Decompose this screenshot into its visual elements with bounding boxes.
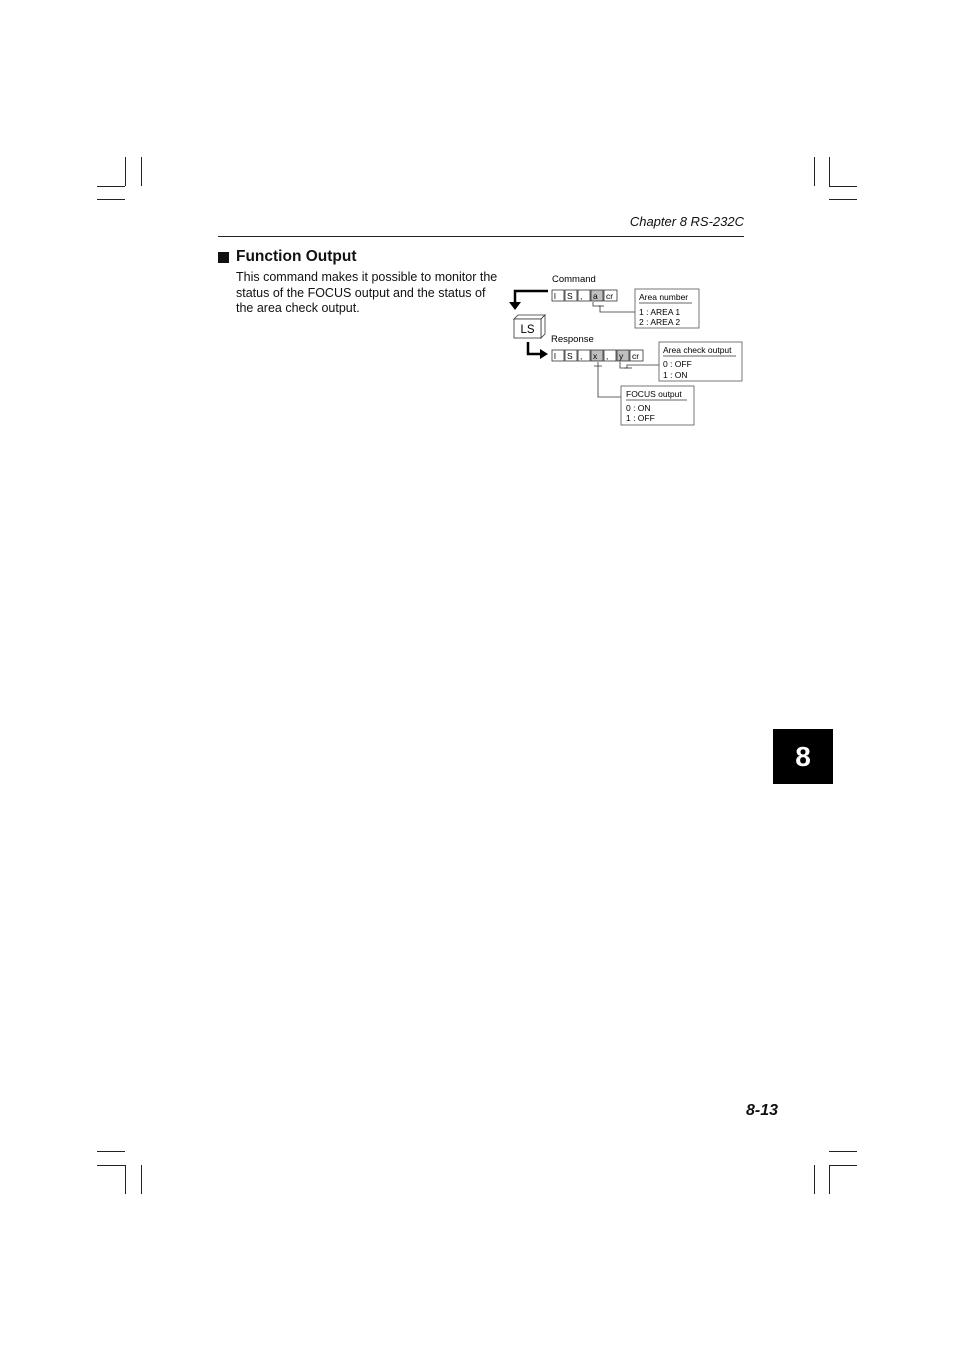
area-number-option: 2 : AREA 2 bbox=[639, 317, 681, 327]
arrow-head-right-icon bbox=[540, 349, 548, 359]
crop-mark bbox=[814, 157, 815, 186]
focus-output-option: 1 : OFF bbox=[626, 413, 655, 423]
section-description: This command makes it possible to monitor the status of the FOCUS output and the status of the area check output. bbox=[236, 270, 498, 315]
diagram-svg bbox=[505, 266, 750, 431]
command-label: Command bbox=[552, 274, 596, 285]
area-number-option: 1 : AREA 1 bbox=[639, 307, 681, 317]
response-label: Response bbox=[551, 334, 594, 345]
chapter-header: Chapter 8 RS-232C bbox=[629, 214, 744, 229]
focus-output-option: 0 : ON bbox=[626, 403, 651, 413]
focus-output-box bbox=[621, 386, 694, 425]
command-char: , bbox=[580, 291, 583, 301]
ls-device-box bbox=[514, 315, 545, 338]
command-char: S bbox=[567, 291, 573, 301]
crop-mark bbox=[125, 1165, 126, 1194]
response-char: , bbox=[606, 351, 609, 361]
area-check-option: 0 : OFF bbox=[663, 359, 692, 369]
crop-mark bbox=[141, 1165, 142, 1194]
command-char: a bbox=[593, 291, 598, 301]
crop-mark bbox=[814, 1165, 815, 1194]
crop-mark bbox=[829, 157, 830, 186]
chapter-tab: 8 bbox=[773, 729, 833, 784]
crop-mark bbox=[141, 157, 142, 186]
section-title-text: Function Output bbox=[236, 248, 357, 265]
focus-output-connector bbox=[594, 362, 621, 397]
command-char: cr bbox=[606, 291, 614, 301]
page-number: 8-13 bbox=[745, 1102, 778, 1119]
area-number-box bbox=[635, 289, 699, 328]
command-response-diagram bbox=[505, 266, 750, 431]
response-char: S bbox=[567, 351, 573, 361]
response-char: l bbox=[554, 351, 556, 361]
response-string bbox=[552, 350, 643, 361]
area-check-connector bbox=[620, 362, 659, 368]
crop-mark bbox=[97, 1151, 125, 1152]
area-check-option: 1 : ON bbox=[663, 370, 688, 380]
crop-mark bbox=[829, 186, 857, 187]
square-bullet-icon bbox=[218, 252, 229, 263]
response-char: , bbox=[580, 351, 583, 361]
response-char: cr bbox=[632, 351, 640, 361]
crop-mark bbox=[829, 1151, 857, 1152]
command-char: l bbox=[554, 291, 556, 301]
area-number-title: Area number bbox=[639, 292, 689, 302]
command-string bbox=[552, 290, 617, 301]
area-check-output-title: Area check output bbox=[663, 345, 732, 355]
crop-mark bbox=[97, 199, 125, 200]
area-number-connector bbox=[593, 302, 635, 312]
crop-mark bbox=[829, 199, 857, 200]
crop-mark bbox=[829, 1165, 830, 1194]
crop-mark bbox=[97, 1165, 125, 1166]
crop-mark bbox=[97, 186, 125, 187]
crop-mark bbox=[125, 157, 126, 186]
response-char: y bbox=[619, 351, 624, 361]
area-check-output-box bbox=[659, 342, 742, 381]
arrow-head-down-icon bbox=[509, 302, 521, 310]
crop-mark bbox=[829, 1165, 857, 1166]
response-char: x bbox=[593, 351, 598, 361]
response-arrow bbox=[528, 342, 541, 354]
header-rule bbox=[218, 236, 744, 237]
focus-output-title: FOCUS output bbox=[626, 389, 682, 399]
ls-device-label: LS bbox=[520, 324, 535, 336]
section-title bbox=[218, 248, 357, 266]
